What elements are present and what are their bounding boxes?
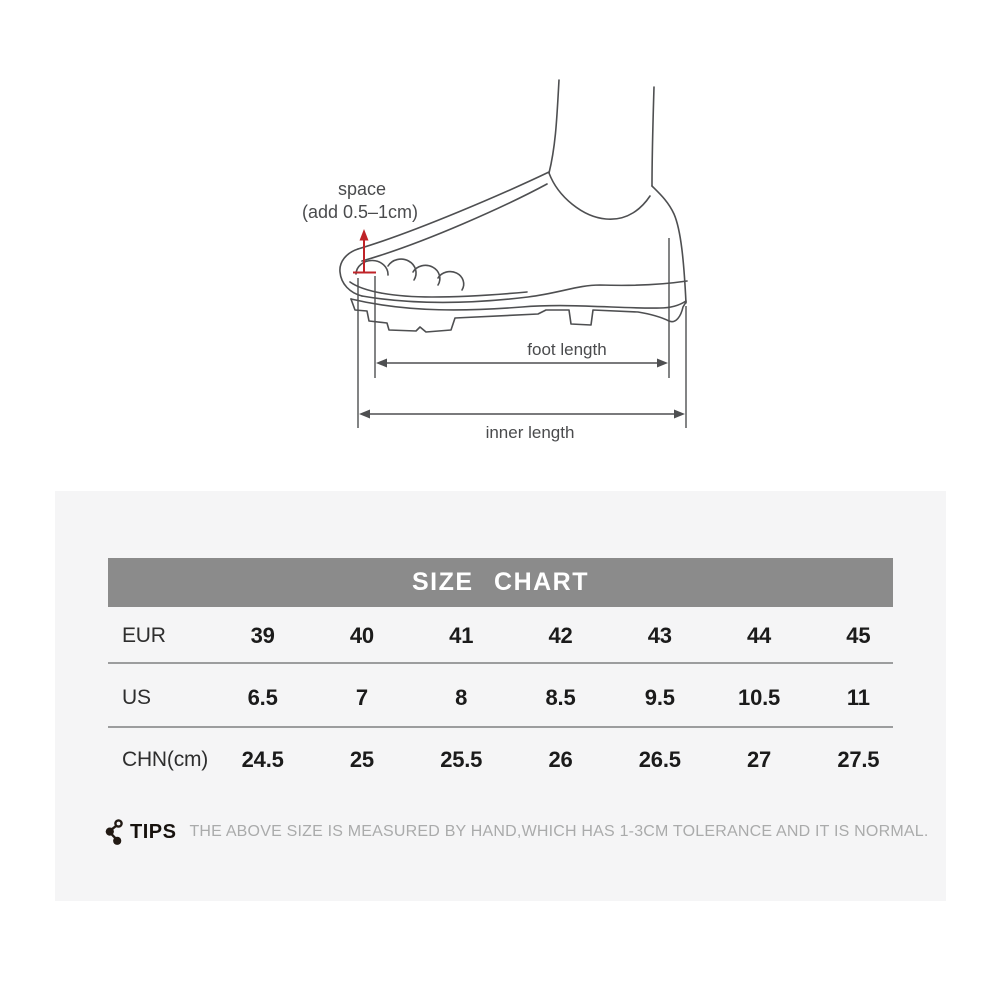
- chn-size-value: 24.5: [241, 747, 284, 772]
- eur-size-value: 44: [747, 623, 772, 648]
- eur-size-value: 40: [349, 623, 374, 648]
- inner-length-arrowhead-left: [359, 410, 370, 419]
- shoe-measurement-diagram: [0, 0, 1000, 470]
- us-size-value: 9.5: [644, 685, 675, 710]
- table-row-eur: [108, 614, 908, 658]
- leg-back-line: [652, 87, 654, 186]
- toe-arc-4: [438, 272, 464, 290]
- shoe-line-art: [0, 0, 1000, 470]
- chn-size-value: 27: [747, 747, 772, 772]
- row-label-chn: CHN(cm): [122, 748, 209, 771]
- toe-arc-3: [413, 265, 440, 285]
- size-chart-panel: [55, 491, 946, 901]
- inner-length-arrowhead-right: [674, 410, 685, 419]
- row-label-us: US: [122, 686, 151, 709]
- tips-label: TIPS: [130, 820, 177, 843]
- foot-length-arrowhead-right: [657, 359, 668, 368]
- molecule-dots-icon: [104, 818, 125, 846]
- us-size-value: 10.5: [738, 685, 781, 710]
- us-size-value: 8.5: [545, 685, 576, 710]
- row-divider: [108, 726, 893, 728]
- us-size-value: 6.5: [247, 685, 278, 710]
- row-divider: [108, 662, 893, 664]
- inner-length-label: inner length: [485, 423, 575, 442]
- eur-size-value: 39: [250, 623, 275, 648]
- tips-text: THE ABOVE SIZE IS MEASURED BY HAND,WHICH HAS 1-3CM TOLERANCE AND IT IS NORMAL.: [189, 823, 929, 840]
- size-chart-title: SIZE CHART: [412, 568, 589, 596]
- eur-size-value: 45: [846, 623, 871, 648]
- chn-size-value: 25.5: [440, 747, 483, 772]
- size-chart-header: [108, 558, 893, 607]
- shoe-collar: [549, 173, 650, 219]
- space-arrowhead: [360, 229, 369, 241]
- eur-size-value: 42: [548, 623, 573, 648]
- chn-size-value: 26.5: [638, 747, 681, 772]
- eur-size-value: 41: [449, 623, 474, 648]
- chn-size-value: 27.5: [837, 747, 880, 772]
- us-size-value: 11: [846, 685, 870, 710]
- leg-front-line: [549, 80, 559, 173]
- tread-outline: [351, 299, 686, 332]
- space-note-label: (add 0.5–1cm): [301, 202, 419, 222]
- table-row-chn: [108, 738, 908, 782]
- space-label: space: [337, 179, 387, 199]
- table-row-us: [108, 676, 908, 720]
- us-size-value: 8: [455, 685, 468, 710]
- eur-size-value: 43: [647, 623, 672, 648]
- foot-length-arrowhead-left: [376, 359, 387, 368]
- chn-size-value: 26: [548, 747, 573, 772]
- us-size-value: 7: [355, 685, 368, 710]
- tips-row: [104, 817, 934, 847]
- row-label-eur: EUR: [122, 624, 166, 647]
- toe-arc-2: [388, 259, 416, 280]
- foot-length-label: foot length: [527, 340, 607, 359]
- chn-size-value: 25: [349, 747, 374, 772]
